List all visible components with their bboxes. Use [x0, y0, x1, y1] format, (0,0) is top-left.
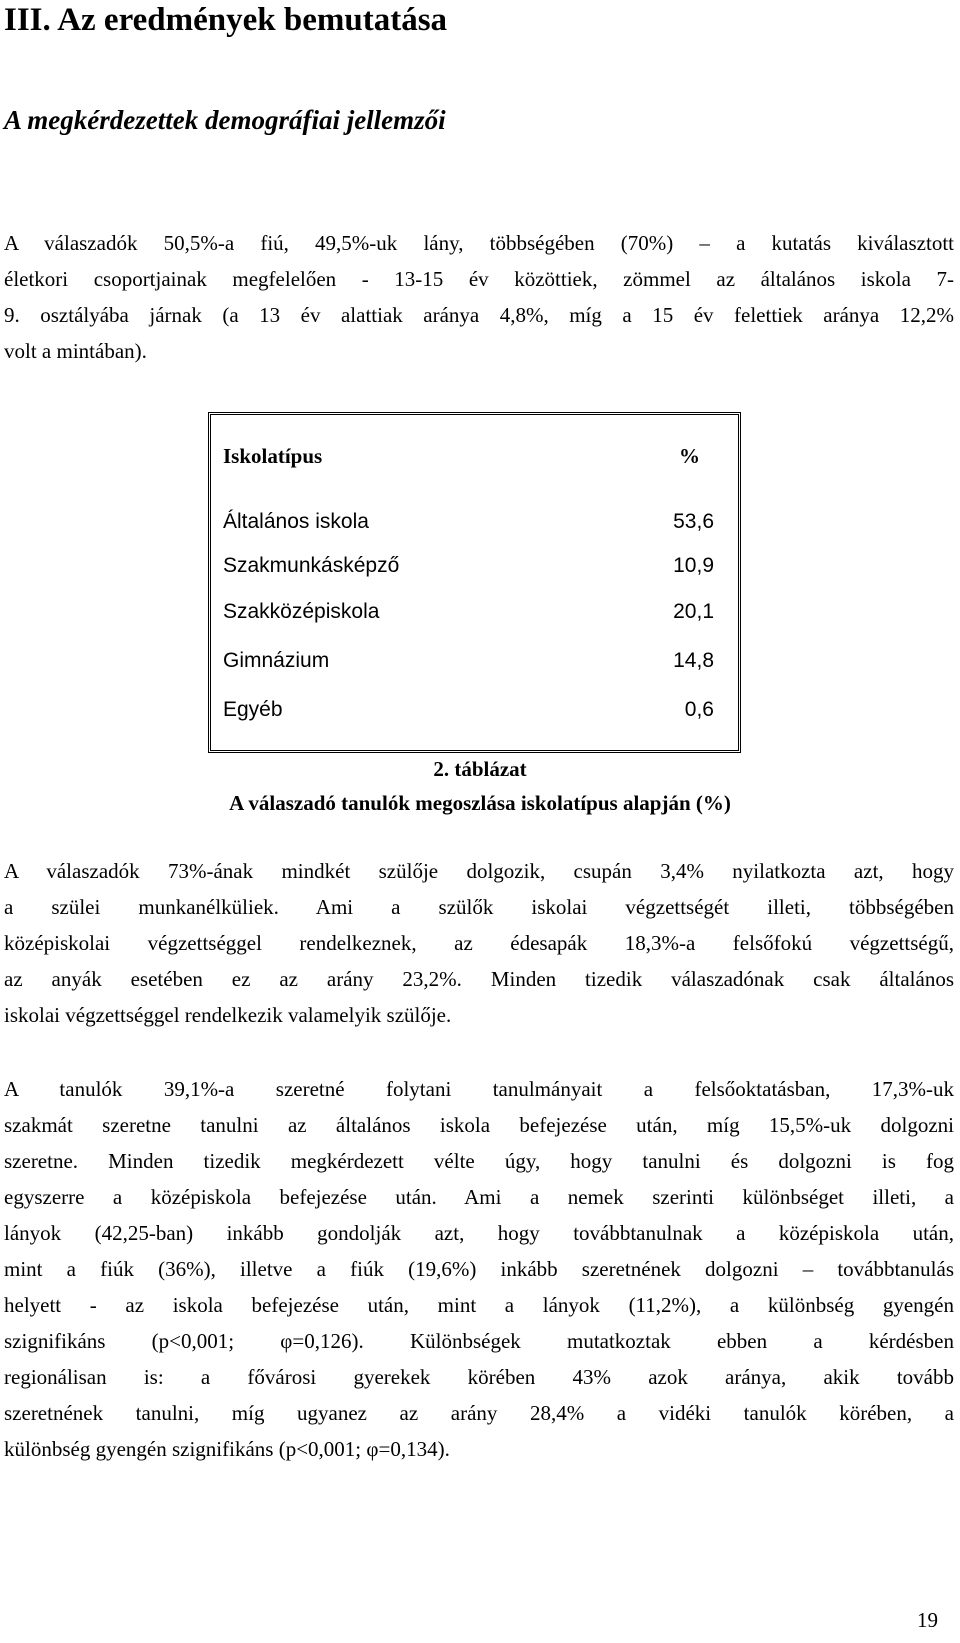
paragraph-demographics	[4, 225, 954, 369]
text-line: szeretnének tanulni, míg ugyanez az arány 28,4% a vidéki tanulók körében, a	[4, 1401, 954, 1425]
text-line: iskolai végzettséggel rendelkezik valamelyik szülője.	[4, 1003, 452, 1027]
text-line: szakmát szeretne tanulni az általános iskola befejezése után, míg 15,5%-uk dolgozni	[4, 1113, 954, 1137]
table-cell-value: 0,6	[684, 698, 714, 721]
school-type-table	[208, 412, 741, 753]
table-row	[223, 507, 714, 537]
table-cell-label: Szakközépiskola	[223, 600, 380, 623]
text-line: lányok (42,25-ban) inkább gondolják azt, hogy továbbtanulnak a középiskola után,	[4, 1221, 954, 1245]
text-line: mint a fiúk (36%), illetve a fiúk (19,6%) inkább szeretnének dolgozni – továbbtanulás	[4, 1257, 954, 1281]
page-title: III. Az eredmények bemutatása	[4, 2, 448, 38]
text-line: egyszerre a középiskola befejezése után. Ami a nemek szerinti különbséget illeti, a	[4, 1185, 954, 1209]
table-cell-label: Általános iskola	[223, 510, 369, 533]
text-line: regionálisan is: a fővárosi gyerekek körében 43% azok aránya, akik tovább	[4, 1365, 954, 1389]
table-header-row	[223, 441, 714, 471]
text-line: A tanulók 39,1%-a szeretné folytani tanulmányait a felsőoktatásban, 17,3%-uk	[4, 1077, 954, 1101]
text-line: 9. osztályába járnak (a 13 év alattiak aránya 4,8%, míg a 15 év felettiek aránya 12,2%	[4, 303, 954, 327]
text-line: különbség gyengén szignifikáns (p<0,001; φ=0,134).	[4, 1437, 450, 1461]
text-line: szeretne. Minden tizedik megkérdezett vélte úgy, hogy tanulni és dolgozni is fog	[4, 1149, 954, 1173]
text-line: szignifikáns (p<0,001; φ=0,126). Különbségek mutatkoztak ebben a kérdésben	[4, 1329, 954, 1353]
text-line: életkori csoportjainak megfelelően - 13-15 év közöttiek, zömmel az általános iskola 7-	[4, 267, 954, 291]
table-cell-label: Egyéb	[223, 698, 283, 721]
table-header-percent: %	[679, 444, 700, 468]
paragraph-future-plans	[4, 1071, 954, 1467]
table-row	[223, 551, 714, 581]
text-line: A válaszadók 50,5%-a fiú, 49,5%-uk lány, többségében (70%) – a kutatás kiválasztott	[4, 231, 954, 255]
table-caption	[0, 752, 960, 820]
text-line: a szülei munkanélküliek. Ami a szülők iskolai végzettségét illeti, többségében	[4, 895, 954, 919]
table-cell-label: Szakmunkásképző	[223, 554, 400, 577]
text-line: középiskolai végzettséggel rendelkeznek, az édesapák 18,3%-a felsőfokú végzettségű,	[4, 931, 954, 955]
text-line: A válaszadók 73%-ának mindkét szülője dolgozik, csupán 3,4% nyilatkozta azt, hogy	[4, 859, 954, 883]
table-cell-value: 14,8	[673, 649, 714, 672]
table-cell-label: Gimnázium	[223, 649, 330, 672]
text-line: helyett - az iskola befejezése után, mint a lányok (11,2%), a különbség gyengén	[4, 1293, 954, 1317]
paragraph-parents	[4, 853, 954, 1033]
table-cell-value: 20,1	[673, 600, 714, 623]
table-cell-value: 10,9	[673, 554, 714, 577]
table-row	[223, 695, 714, 725]
table-cell-value: 53,6	[673, 510, 714, 533]
page-number: 19	[917, 1608, 938, 1632]
table-header-school-type: Iskolatípus	[223, 444, 323, 468]
table-caption-number: 2. táblázat	[433, 757, 527, 781]
table-row	[223, 646, 714, 676]
text-line: az anyák esetében ez az arány 23,2%. Minden tizedik válaszadónak csak általános	[4, 967, 954, 991]
table-caption-text: A válaszadó tanulók megoszlása iskolatípus alapján (%)	[229, 791, 731, 815]
text-line: volt a mintában).	[4, 339, 147, 363]
section-heading: A megkérdezettek demográfiai jellemzői	[4, 105, 446, 135]
table-row	[223, 597, 714, 627]
